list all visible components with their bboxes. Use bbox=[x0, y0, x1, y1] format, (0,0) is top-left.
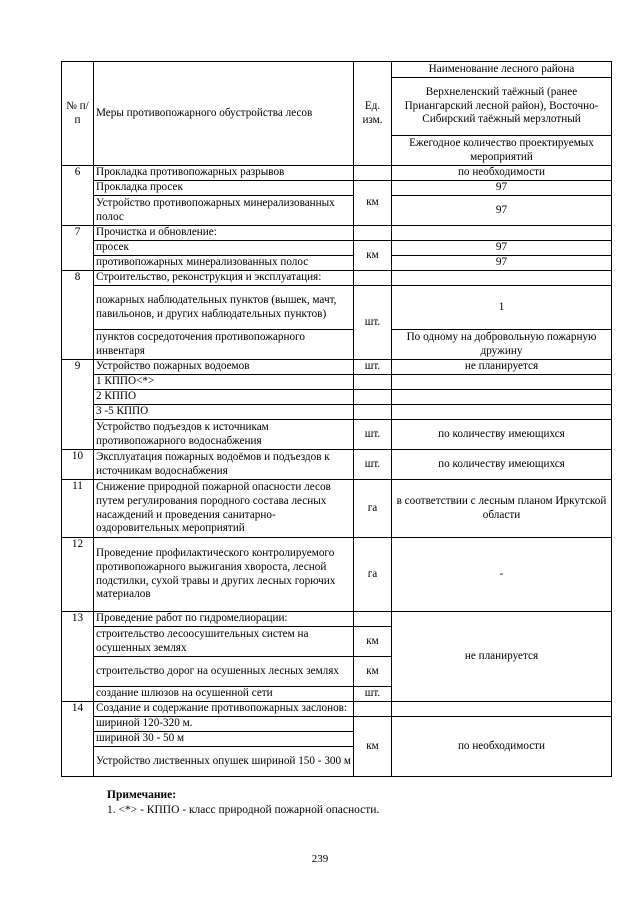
header-region-name: Верхнеленский таёжный (ранее Приангарский лесной район), Восточно-Сибирский таёжный мерзлотный bbox=[392, 78, 612, 136]
s14-title: Создание и содержание противопожарных заслонов: bbox=[94, 702, 354, 717]
header-measures: Меры противопожарного обустройства лесов bbox=[94, 62, 354, 166]
s9-kppo2-value bbox=[392, 390, 612, 405]
header-annual: Ежегодное количество проектируемых мероприятий bbox=[392, 136, 612, 166]
s11-unit: га bbox=[354, 480, 392, 538]
header-num: № п/п bbox=[62, 62, 94, 166]
footnote bbox=[107, 788, 379, 818]
footnote-heading: Примечание: bbox=[107, 789, 177, 801]
s14-unit: км bbox=[354, 717, 392, 777]
row-num-9: 9 bbox=[62, 360, 94, 450]
s9-unit: шт. bbox=[354, 360, 392, 375]
s7-prosek-value: 97 bbox=[392, 241, 612, 256]
header-unit: Ед. изм. bbox=[354, 62, 392, 166]
s6-polos-value: 97 bbox=[392, 196, 612, 226]
s8-unit: шт. bbox=[354, 286, 392, 360]
row-num-12: 12 bbox=[62, 538, 94, 612]
row-num-10: 10 bbox=[62, 450, 94, 480]
s6-title-unit bbox=[354, 166, 392, 181]
s13-sluices-unit: шт. bbox=[354, 687, 392, 702]
s8-inventory-value: По одному на добровольную пожарную дружину bbox=[392, 330, 612, 360]
s13-row-sluices: создание шлюзов на осушенной сети bbox=[94, 687, 354, 702]
s10-title: Эксплуатация пожарных водоёмов и подъездов к источникам водоснабжения bbox=[94, 450, 354, 480]
s11-value: в соответствии с лесным планом Иркутской области bbox=[392, 480, 612, 538]
s13-drainage-unit: км bbox=[354, 627, 392, 657]
s9-kppo3-5-unit bbox=[354, 405, 392, 420]
s8-title-value bbox=[392, 271, 612, 286]
s14-value: по необходимости bbox=[392, 717, 612, 777]
s14-row-edges: Устройство лиственных опушек шириной 150 - 300 м bbox=[94, 747, 354, 777]
s9-title-value: не планируется bbox=[392, 360, 612, 375]
s9-row-access: Устройство подъездов к источникам противопожарного водоснабжения bbox=[94, 420, 354, 450]
s6-prosek-value: 97 bbox=[392, 181, 612, 196]
s14-title-value bbox=[392, 702, 612, 717]
s8-towers-value: 1 bbox=[392, 286, 612, 330]
s9-title: Устройство пожарных водоемов bbox=[94, 360, 354, 375]
row-num-11: 11 bbox=[62, 480, 94, 538]
page-number: 239 bbox=[311, 853, 329, 865]
s8-row-inventory: пунктов сосредоточения противопожарного инвентаря bbox=[94, 330, 354, 360]
s6-row-prosek: Прокладка просек bbox=[94, 181, 354, 196]
s14-row-width-120: шириной 120-320 м. bbox=[94, 717, 354, 732]
s7-polos-value: 97 bbox=[392, 256, 612, 271]
row-num-8: 8 bbox=[62, 271, 94, 360]
s9-kppo1-value bbox=[392, 375, 612, 390]
s9-row-kppo1: 1 КППО<*> bbox=[94, 375, 354, 390]
s13-row-drainage: строительство лесоосушительных систем на осушенных землях bbox=[94, 627, 354, 657]
s12-value: - bbox=[392, 538, 612, 612]
s14-row-width-30: шириной 30 - 50 м bbox=[94, 732, 354, 747]
s13-value: не планируется bbox=[392, 612, 612, 702]
s14-title-unit bbox=[354, 702, 392, 717]
s6-unit: км bbox=[354, 181, 392, 226]
s7-row-polos: противопожарных минерализованных полос bbox=[94, 256, 354, 271]
s12-unit: га bbox=[354, 538, 392, 612]
s9-row-kppo2: 2 КППО bbox=[94, 390, 354, 405]
s6-title: Прокладка противопожарных разрывов bbox=[94, 166, 354, 181]
s10-value: по количеству имеющихся bbox=[392, 450, 612, 480]
row-num-13: 13 bbox=[62, 612, 94, 702]
s7-title: Прочистка и обновление: bbox=[94, 226, 354, 241]
row-num-14: 14 bbox=[62, 702, 94, 777]
s8-title-unit bbox=[354, 271, 392, 286]
s7-row-prosek: просек bbox=[94, 241, 354, 256]
s7-unit: км bbox=[354, 241, 392, 271]
s13-roads-unit: км bbox=[354, 657, 392, 687]
row-num-7: 7 bbox=[62, 226, 94, 271]
s13-title: Проведение работ по гидромелиорации: bbox=[94, 612, 354, 627]
s10-unit: шт. bbox=[354, 450, 392, 480]
s13-row-roads: строительство дорог на осушенных лесных землях bbox=[94, 657, 354, 687]
header-region-title: Наименование лесного района bbox=[392, 62, 612, 78]
s9-kppo3-5-value bbox=[392, 405, 612, 420]
s9-access-value: по количеству имеющихся bbox=[392, 420, 612, 450]
s7-title-value bbox=[392, 226, 612, 241]
s9-row-kppo3-5: 3 -5 КППО bbox=[94, 405, 354, 420]
s8-row-towers: пожарных наблюдательных пунктов (вышек, мачт, павильонов, и других наблюдательных пунктов) bbox=[94, 286, 354, 330]
s13-title-unit bbox=[354, 612, 392, 627]
s9-kppo2-unit bbox=[354, 390, 392, 405]
s11-title: Снижение природной пожарной опасности лесов путем регулирования породного состава лесных насаждений и проведения санитарно-оздоровительных мероприятий bbox=[94, 480, 354, 538]
s9-kppo1-unit bbox=[354, 375, 392, 390]
footnote-text: 1. <*> - КППО - класс природной пожарной опасности. bbox=[107, 804, 380, 816]
s9-access-unit: шт. bbox=[354, 420, 392, 450]
s7-title-unit bbox=[354, 226, 392, 241]
s6-title-value: по необходимости bbox=[392, 166, 612, 181]
s12-title: Проведение профилактического контролируемого противопожарного выжигания хвороста, лесной подстилки, сухой травы и других лесных горючих материалов bbox=[94, 538, 354, 612]
s6-row-polos: Устройство противопожарных минерализованных полос bbox=[94, 196, 354, 226]
row-num-6: 6 bbox=[62, 166, 94, 226]
s8-title: Строительство, реконструкция и эксплуатация: bbox=[94, 271, 354, 286]
fire-prevention-table bbox=[61, 61, 612, 777]
